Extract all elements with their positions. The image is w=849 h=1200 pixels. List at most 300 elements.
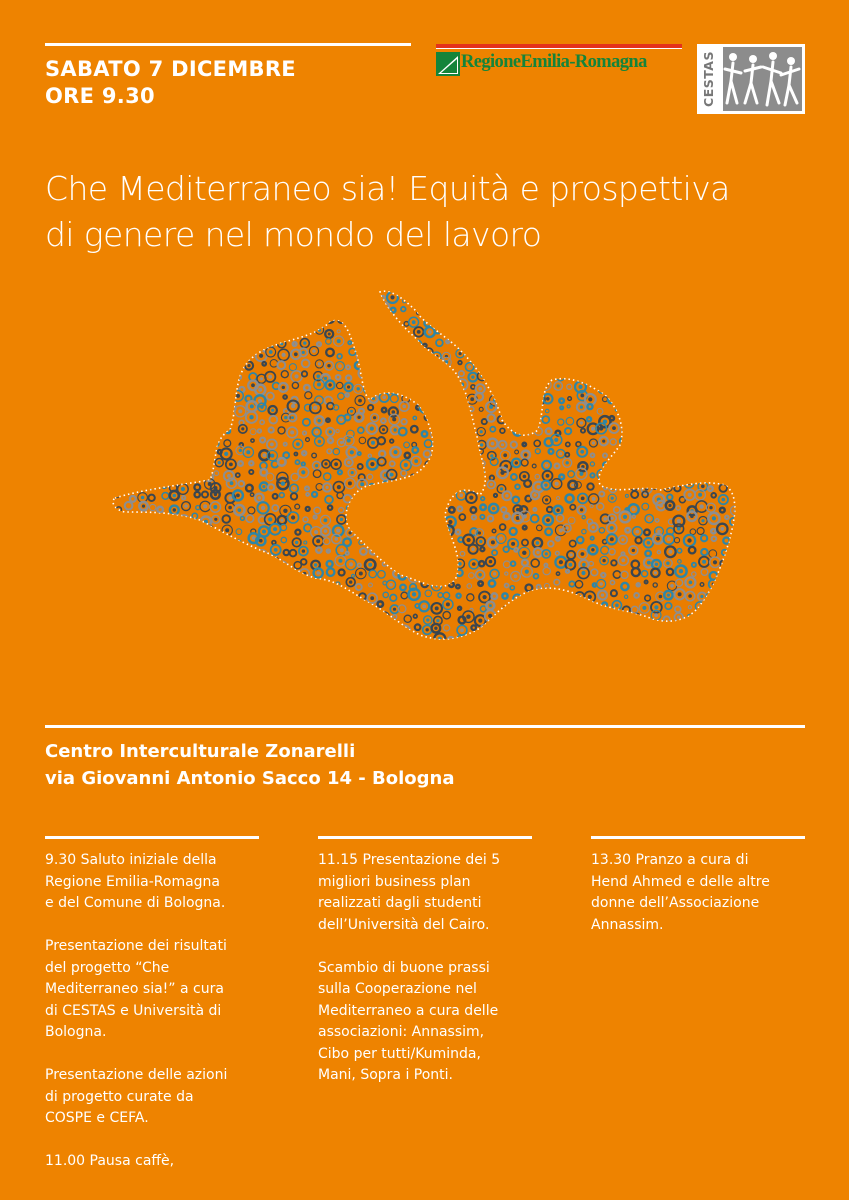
map-dot <box>147 289 151 293</box>
map-circle <box>468 484 473 489</box>
map-dot <box>603 517 607 521</box>
map-dot <box>204 354 208 358</box>
map-circle <box>173 624 180 631</box>
map-circle <box>146 639 153 646</box>
map-dot <box>504 406 508 410</box>
map-dot <box>611 517 614 520</box>
map-dot <box>569 628 573 632</box>
map-circle <box>125 426 136 437</box>
map-circle <box>667 396 672 401</box>
map-dot <box>654 605 658 609</box>
map-circle <box>306 628 310 632</box>
map-dot <box>702 560 706 564</box>
map-circle <box>502 647 506 651</box>
map-circle <box>215 650 222 657</box>
map-circle <box>646 428 650 432</box>
map-circle <box>630 393 638 401</box>
map-circle <box>227 603 234 610</box>
map-dot <box>116 560 119 563</box>
map-circle <box>621 350 630 359</box>
map-circle <box>149 644 159 654</box>
map-circle <box>248 615 257 624</box>
map-circle <box>729 284 735 290</box>
map-circle <box>525 429 531 435</box>
map-dot <box>581 497 585 501</box>
map-circle <box>642 328 649 335</box>
map-dot <box>241 427 244 430</box>
map-circle <box>358 513 366 521</box>
map-circle <box>459 482 463 486</box>
map-circle <box>537 306 540 309</box>
map-circle <box>558 331 561 334</box>
map-dot <box>722 498 726 502</box>
map-circle <box>124 295 133 304</box>
map-circle <box>125 326 134 335</box>
map-dot <box>600 472 604 476</box>
map-dot <box>361 516 364 519</box>
map-circle <box>335 648 341 654</box>
map-circle <box>169 382 174 387</box>
map-circle <box>181 590 192 601</box>
map-dot <box>247 310 251 314</box>
map-dot <box>228 496 232 500</box>
map-circle <box>476 287 484 295</box>
map-circle <box>644 382 650 388</box>
map-dot <box>127 406 131 410</box>
map-circle <box>105 607 110 612</box>
map-circle <box>525 636 529 640</box>
map-dot <box>262 485 265 488</box>
map-dot <box>478 531 481 534</box>
map-dot <box>405 343 409 347</box>
map-circle <box>456 460 466 470</box>
map-circle <box>647 372 652 377</box>
map-circle <box>230 384 235 389</box>
map-circle <box>566 329 571 334</box>
map-dot <box>676 332 680 336</box>
map-dot <box>184 504 187 507</box>
map-dot <box>306 647 310 651</box>
map-circle <box>713 471 717 475</box>
map-circle <box>334 635 342 643</box>
map-circle <box>526 396 530 400</box>
map-dot <box>613 299 617 303</box>
map-dot <box>303 341 306 344</box>
map-circle <box>317 296 320 299</box>
map-circle <box>632 373 639 380</box>
map-circle <box>302 286 310 294</box>
map-dot <box>373 376 377 380</box>
map-circle <box>114 540 119 545</box>
map-dot <box>193 300 196 303</box>
map-circle <box>255 335 265 345</box>
map-dot <box>239 317 243 321</box>
map-circle <box>700 387 705 392</box>
map-circle <box>151 472 154 475</box>
map-circle <box>721 591 730 600</box>
map-circle <box>346 644 355 653</box>
map-dot <box>632 507 636 511</box>
map-circle <box>212 405 220 413</box>
map-circle <box>389 365 394 370</box>
map-dot <box>555 482 559 486</box>
map-circle <box>719 330 725 336</box>
map-circle <box>695 314 706 325</box>
map-circle <box>661 459 672 470</box>
map-circle <box>381 551 389 559</box>
map-circle <box>157 395 164 402</box>
map-circle <box>115 361 125 371</box>
map-circle <box>678 416 685 423</box>
event-time: ORE 9.30 <box>45 84 155 108</box>
map-circle <box>613 616 618 621</box>
map-circle <box>360 524 367 531</box>
map-circle <box>147 592 153 598</box>
map-dot <box>247 364 250 367</box>
map-dot <box>634 453 638 457</box>
map-circle <box>115 583 124 592</box>
map-circle <box>554 626 561 633</box>
map-dot <box>172 636 175 639</box>
map-circle <box>478 647 488 657</box>
map-circle <box>180 328 188 336</box>
map-circle <box>377 505 387 515</box>
map-dot <box>489 560 493 564</box>
map-circle <box>103 537 113 547</box>
map-dot <box>315 464 318 467</box>
map-circle <box>421 285 428 292</box>
map-circle <box>105 438 115 448</box>
map-dot <box>546 518 550 522</box>
map-circle <box>691 649 696 654</box>
map-circle <box>372 338 377 343</box>
map-circle <box>734 426 739 431</box>
map-circle <box>678 429 687 438</box>
map-circle <box>619 614 629 624</box>
map-circle <box>189 537 198 546</box>
map-circle <box>114 624 123 633</box>
map-dot <box>488 342 492 346</box>
map-circle <box>434 327 440 333</box>
map-circle <box>108 331 114 337</box>
map-circle <box>618 637 627 646</box>
map-circle <box>252 647 256 651</box>
map-circle <box>145 478 156 489</box>
map-circle <box>732 370 739 377</box>
map-circle <box>413 297 421 305</box>
map-dot <box>434 432 438 436</box>
map-dot <box>159 564 163 568</box>
map-dot <box>709 350 712 353</box>
map-circle <box>104 516 112 524</box>
map-dot <box>350 410 353 413</box>
map-circle <box>120 395 123 398</box>
map-circle <box>675 316 684 325</box>
map-circle <box>433 460 442 469</box>
map-dot <box>434 309 438 313</box>
map-circle <box>437 384 440 387</box>
map-circle <box>212 305 220 313</box>
map-circle <box>179 557 187 565</box>
map-dot <box>582 613 586 617</box>
map-circle <box>316 581 323 588</box>
map-circle <box>190 448 196 454</box>
map-circle <box>512 282 521 291</box>
map-dot <box>654 613 658 617</box>
map-dot <box>358 340 361 343</box>
map-circle <box>642 393 653 404</box>
map-circle <box>507 346 518 357</box>
map-circle <box>592 349 599 356</box>
map-dot <box>545 464 548 467</box>
map-dot <box>185 585 188 588</box>
map-dot <box>625 344 628 347</box>
map-circle <box>504 372 508 376</box>
map-dot <box>360 482 364 486</box>
map-circle <box>102 407 109 414</box>
date-block <box>45 56 415 110</box>
map-circle <box>202 296 206 300</box>
map-dot <box>316 374 320 378</box>
map-circle <box>673 394 683 404</box>
map-dot <box>665 471 668 474</box>
map-circle <box>157 527 167 537</box>
map-dot <box>657 353 660 356</box>
map-circle <box>128 372 134 378</box>
map-circle <box>162 440 168 446</box>
map-circle <box>454 308 461 315</box>
map-dot <box>721 641 725 645</box>
map-dot <box>358 399 362 403</box>
map-circle <box>687 459 694 466</box>
map-dot <box>402 405 406 409</box>
map-circle <box>162 602 168 608</box>
map-dot <box>412 526 415 529</box>
map-circle <box>601 628 607 634</box>
map-circle <box>444 570 453 579</box>
map-dot <box>601 593 604 596</box>
map-dot <box>725 605 728 608</box>
map-circle <box>136 416 143 423</box>
map-dot <box>380 460 383 463</box>
map-dot <box>116 548 120 552</box>
map-circle <box>721 570 727 576</box>
map-dot <box>108 581 111 584</box>
map-dot <box>534 364 538 368</box>
map-dot <box>534 331 538 335</box>
map-circle <box>115 480 125 490</box>
map-dot <box>668 504 671 507</box>
map-circle <box>411 353 418 360</box>
map-circle <box>604 306 607 309</box>
map-dot <box>184 387 188 391</box>
map-circle <box>104 395 111 402</box>
map-dot <box>372 626 376 630</box>
map-dot <box>197 460 201 464</box>
map-dot <box>622 365 626 369</box>
map-dot <box>340 518 343 521</box>
map-circle <box>622 472 630 480</box>
map-dot <box>623 383 626 386</box>
map-dot <box>423 525 427 529</box>
map-circle <box>161 316 165 320</box>
map-circle <box>202 427 210 435</box>
map-dot <box>404 463 408 467</box>
map-circle <box>642 342 648 348</box>
map-dot <box>636 625 639 628</box>
map-dot <box>348 481 352 485</box>
map-circle <box>103 617 110 624</box>
map-circle <box>138 547 149 558</box>
map-dot <box>129 581 132 584</box>
map-dot <box>446 529 450 533</box>
map-dot <box>316 539 320 543</box>
map-dot <box>613 362 616 365</box>
map-dot <box>315 430 318 433</box>
map-circle <box>708 451 717 460</box>
map-circle <box>206 366 210 370</box>
map-dot <box>295 541 298 544</box>
map-dot <box>723 415 727 419</box>
map-circle <box>170 430 177 437</box>
map-circle <box>370 373 379 382</box>
map-dot <box>701 485 705 489</box>
map-dot <box>709 438 713 442</box>
map-circle <box>370 515 377 522</box>
map-dot <box>106 518 109 521</box>
map-dot <box>274 560 277 563</box>
map-circle <box>225 372 233 380</box>
map-circle <box>665 321 671 327</box>
map-circle <box>509 622 517 630</box>
map-circle <box>644 617 647 620</box>
map-circle <box>728 358 739 369</box>
map-circle <box>404 559 411 566</box>
map-circle <box>630 307 639 316</box>
map-dot <box>713 560 717 564</box>
map-dot <box>373 308 377 312</box>
map-dot <box>610 537 614 541</box>
map-circle <box>216 624 222 630</box>
map-circle <box>202 308 210 316</box>
map-circle <box>115 569 123 577</box>
map-circle <box>705 611 716 622</box>
map-circle <box>157 369 165 377</box>
map-circle <box>521 626 527 632</box>
map-dot <box>581 552 585 556</box>
map-circle <box>370 496 377 503</box>
map-dot <box>686 371 690 375</box>
map-dot <box>214 518 217 521</box>
map-dot <box>227 616 231 620</box>
map-circle <box>696 438 705 447</box>
map-circle <box>655 428 659 432</box>
map-circle <box>303 644 313 654</box>
map-dot <box>283 509 287 513</box>
map-circle <box>125 342 130 347</box>
map-dot <box>196 652 199 655</box>
map-dot <box>129 607 133 611</box>
map-circle <box>359 493 365 499</box>
map-circle <box>631 449 641 459</box>
map-circle <box>531 590 540 599</box>
map-circle <box>186 318 189 321</box>
map-circle <box>610 462 616 468</box>
map-dot <box>625 321 628 324</box>
map-dot <box>657 530 660 533</box>
map-circle <box>465 418 471 424</box>
map-dot <box>328 316 332 320</box>
map-circle <box>532 616 539 623</box>
map-dot <box>218 641 222 645</box>
map-circle <box>224 539 234 549</box>
map-dot <box>513 650 517 654</box>
map-circle <box>696 624 704 632</box>
map-circle <box>720 561 725 566</box>
map-dot <box>544 321 547 324</box>
map-dot <box>714 394 717 397</box>
map-circle <box>135 473 144 482</box>
map-circle <box>424 494 429 499</box>
map-dot <box>258 496 261 499</box>
map-circle <box>223 552 230 559</box>
map-circle <box>496 304 506 314</box>
map-dot <box>489 405 493 409</box>
map-circle <box>234 637 243 646</box>
map-dot <box>192 341 196 345</box>
map-circle <box>334 305 340 311</box>
map-circle <box>224 560 229 565</box>
map-circle <box>159 383 167 391</box>
map-circle <box>544 351 549 356</box>
map-circle <box>658 321 662 325</box>
map-circle <box>399 539 407 547</box>
map-dot <box>312 349 316 353</box>
map-circle <box>512 633 520 641</box>
map-circle <box>329 584 334 589</box>
map-circle <box>534 408 537 411</box>
map-dot <box>734 641 738 645</box>
map-circle <box>150 564 154 568</box>
map-dot <box>393 608 396 611</box>
map-dot <box>625 399 628 402</box>
map-circle <box>116 328 122 334</box>
map-dot <box>117 518 120 521</box>
map-circle <box>169 307 178 316</box>
map-dot <box>536 541 540 545</box>
map-circle <box>554 321 559 326</box>
map-dot <box>669 453 673 457</box>
map-circle <box>123 649 133 659</box>
map-circle <box>721 629 725 633</box>
map-circle <box>446 494 450 498</box>
map-circle <box>529 412 540 423</box>
map-dot <box>164 472 167 475</box>
map-dot <box>580 508 583 511</box>
map-dot <box>270 454 274 458</box>
map-dot <box>659 595 663 599</box>
map-circle <box>250 328 256 334</box>
map-circle <box>378 514 389 525</box>
map-circle <box>180 618 186 624</box>
map-circle <box>346 593 351 598</box>
map-dot <box>127 328 130 331</box>
map-dot <box>548 299 551 302</box>
map-dot <box>416 385 419 388</box>
map-dot <box>406 288 409 291</box>
map-circle <box>139 560 146 567</box>
map-circle <box>657 624 662 629</box>
